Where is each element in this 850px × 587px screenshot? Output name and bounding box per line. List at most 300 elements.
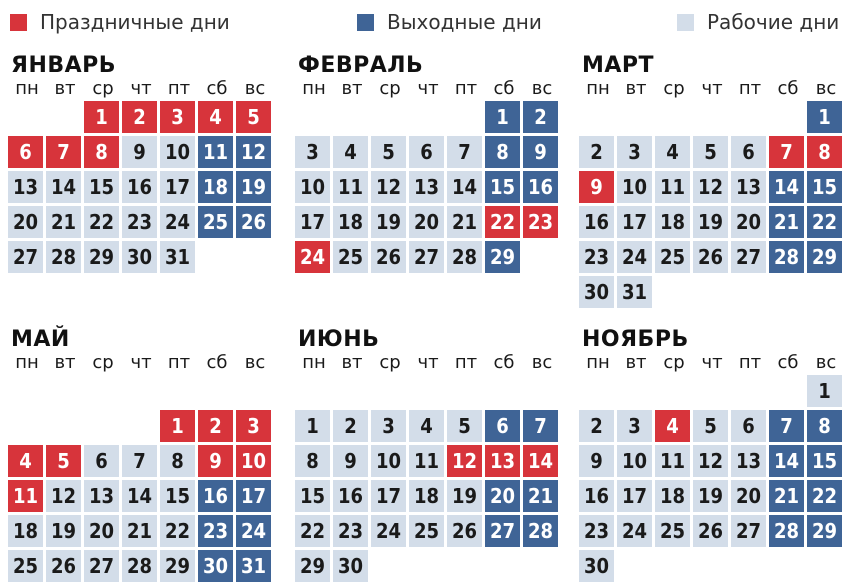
- day-cell-workday: 25: [655, 241, 690, 273]
- legend-weekends: [357, 10, 542, 34]
- day-cell-holiday: 7: [46, 136, 81, 168]
- day-cell-holiday: 3: [160, 101, 195, 133]
- empty-cell: [8, 410, 43, 442]
- day-cell-weekend: 20: [485, 480, 520, 512]
- month-title: ФЕВРАЛЬ: [298, 53, 424, 78]
- day-cell-workday: 6: [731, 410, 766, 442]
- day-cell-workday: 22: [295, 515, 330, 547]
- day-cell-workday: 15: [84, 171, 119, 203]
- day-cell-holiday: 22: [485, 206, 520, 238]
- day-cell-workday: 19: [693, 206, 728, 238]
- weekday-label: чт: [130, 78, 152, 99]
- day-cell-weekend: 24: [236, 515, 271, 547]
- week-row: [8, 410, 274, 445]
- day-grid: [8, 375, 274, 585]
- day-cell-workday: 29: [84, 241, 119, 273]
- day-cell-weekend: 29: [807, 515, 842, 547]
- day-cell-weekend: 8: [807, 410, 842, 442]
- day-cell-workday: 27: [84, 550, 119, 582]
- day-cell-workday: 30: [579, 276, 614, 308]
- week-row: [8, 550, 274, 585]
- weekday-header: [579, 352, 845, 374]
- week-row: [8, 101, 274, 136]
- empty-cell: [617, 101, 652, 133]
- day-cell-weekend: 21: [523, 480, 558, 512]
- empty-cell: [731, 276, 766, 308]
- week-row: [579, 136, 845, 171]
- day-cell-weekend: 7: [523, 410, 558, 442]
- day-cell-workday: 5: [371, 136, 406, 168]
- day-cell-workday: 7: [122, 445, 157, 477]
- month-february: [295, 54, 561, 276]
- weekday-label: чт: [417, 78, 439, 99]
- month-title: ЯНВАРЬ: [11, 53, 117, 78]
- weekday-label: пт: [738, 352, 762, 373]
- day-cell-holiday: 1: [84, 101, 119, 133]
- day-cell-weekend: 15: [807, 445, 842, 477]
- month-title: НОЯБРЬ: [582, 327, 689, 352]
- day-cell-holiday: 4: [655, 410, 690, 442]
- weekday-label: пн: [586, 352, 610, 373]
- day-cell-workday: 10: [617, 445, 652, 477]
- day-cell-workday: 3: [617, 136, 652, 168]
- day-cell-workday: 2: [333, 410, 368, 442]
- empty-cell: [579, 101, 614, 133]
- day-cell-holiday: 7: [769, 136, 804, 168]
- empty-cell: [807, 276, 842, 308]
- day-cell-workday: 1: [295, 410, 330, 442]
- day-cell-workday: 28: [122, 550, 157, 582]
- weekday-header: [295, 352, 561, 374]
- week-row: [579, 515, 845, 550]
- day-cell-workday: 4: [409, 410, 444, 442]
- day-cell-workday: 20: [731, 480, 766, 512]
- day-cell-workday: 12: [693, 445, 728, 477]
- week-row: [579, 276, 845, 311]
- day-cell-workday: 27: [731, 241, 766, 273]
- empty-cell: [807, 550, 842, 582]
- day-cell-holiday: 1: [160, 410, 195, 442]
- week-row: [8, 241, 274, 276]
- empty-cell: [198, 375, 233, 407]
- empty-cell: [655, 375, 690, 407]
- day-cell-weekend: 28: [523, 515, 558, 547]
- week-row: [295, 375, 561, 410]
- empty-cell: [122, 375, 157, 407]
- empty-cell: [769, 276, 804, 308]
- month-title: ИЮНЬ: [298, 327, 380, 352]
- day-cell-holiday: 6: [8, 136, 43, 168]
- week-row: [295, 136, 561, 171]
- day-cell-workday: 21: [447, 206, 482, 238]
- day-cell-weekend: 2: [523, 101, 558, 133]
- day-cell-workday: 20: [409, 206, 444, 238]
- day-cell-weekend: 14: [769, 171, 804, 203]
- weekday-label: пн: [15, 352, 39, 373]
- day-cell-workday: 25: [8, 550, 43, 582]
- day-cell-weekend: 14: [769, 445, 804, 477]
- empty-cell: [693, 550, 728, 582]
- day-cell-workday: 6: [731, 136, 766, 168]
- day-cell-workday: 29: [160, 550, 195, 582]
- weekday-label: вс: [244, 78, 266, 99]
- day-cell-weekend: 29: [807, 241, 842, 273]
- weekday-label: пн: [302, 78, 326, 99]
- week-row: [295, 410, 561, 445]
- weekday-label: ср: [92, 78, 114, 99]
- empty-cell: [485, 375, 520, 407]
- week-row: [295, 550, 561, 585]
- day-cell-holiday: 8: [84, 136, 119, 168]
- day-cell-weekend: 31: [236, 550, 271, 582]
- day-cell-weekend: 22: [807, 480, 842, 512]
- empty-cell: [8, 101, 43, 133]
- day-cell-holiday: 12: [447, 445, 482, 477]
- day-cell-workday: 14: [122, 480, 157, 512]
- week-row: [295, 206, 561, 241]
- weekday-label: сб: [206, 78, 228, 99]
- day-cell-workday: 18: [409, 480, 444, 512]
- empty-cell: [731, 375, 766, 407]
- day-cell-workday: 23: [333, 515, 368, 547]
- day-cell-workday: 5: [693, 136, 728, 168]
- month-title: МАЙ: [11, 327, 70, 352]
- day-cell-workday: 10: [160, 136, 195, 168]
- empty-cell: [617, 375, 652, 407]
- day-cell-workday: 3: [371, 410, 406, 442]
- day-cell-workday: 26: [371, 241, 406, 273]
- week-row: [295, 480, 561, 515]
- weekday-label: вс: [815, 78, 837, 99]
- empty-cell: [523, 241, 558, 273]
- holiday-swatch: [10, 14, 27, 31]
- empty-cell: [769, 375, 804, 407]
- weekday-label: пт: [167, 352, 191, 373]
- day-cell-workday: 20: [84, 515, 119, 547]
- weekday-label: вс: [815, 352, 837, 373]
- day-cell-workday: 25: [655, 515, 690, 547]
- day-cell-weekend: 28: [769, 241, 804, 273]
- day-cell-workday: 19: [371, 206, 406, 238]
- day-cell-workday: 19: [447, 480, 482, 512]
- weekday-label: вт: [54, 78, 76, 99]
- week-row: [579, 171, 845, 206]
- day-cell-workday: 1: [807, 375, 842, 407]
- weekday-label: вс: [244, 352, 266, 373]
- day-grid: [295, 375, 561, 585]
- day-cell-workday: 20: [731, 206, 766, 238]
- week-row: [579, 445, 845, 480]
- empty-cell: [579, 375, 614, 407]
- legend-holidays-label: Праздничные дни: [40, 10, 230, 34]
- month-november: [579, 328, 845, 585]
- day-cell-workday: 18: [8, 515, 43, 547]
- day-cell-workday: 4: [655, 136, 690, 168]
- day-cell-weekend: 1: [485, 101, 520, 133]
- day-cell-workday: 15: [160, 480, 195, 512]
- empty-cell: [655, 550, 690, 582]
- day-cell-workday: 22: [84, 206, 119, 238]
- day-grid: [295, 101, 561, 276]
- week-row: [8, 445, 274, 480]
- day-cell-workday: 17: [160, 171, 195, 203]
- day-cell-workday: 27: [409, 241, 444, 273]
- day-cell-holiday: 11: [8, 480, 43, 512]
- month-may: [8, 328, 274, 585]
- weekday-label: сб: [493, 78, 515, 99]
- day-cell-workday: 22: [160, 515, 195, 547]
- day-cell-workday: 10: [617, 171, 652, 203]
- day-cell-workday: 10: [295, 171, 330, 203]
- weekday-header: [8, 78, 274, 100]
- day-cell-workday: 13: [409, 171, 444, 203]
- day-cell-workday: 14: [46, 171, 81, 203]
- weekday-label: пн: [15, 78, 39, 99]
- day-cell-workday: 26: [447, 515, 482, 547]
- weekday-label: вт: [625, 352, 647, 373]
- weekday-label: чт: [417, 352, 439, 373]
- day-cell-workday: 23: [122, 206, 157, 238]
- day-cell-holiday: 23: [523, 206, 558, 238]
- day-cell-weekend: 8: [485, 136, 520, 168]
- week-row: [8, 136, 274, 171]
- empty-cell: [447, 375, 482, 407]
- day-cell-weekend: 16: [523, 171, 558, 203]
- month-title: МАРТ: [582, 53, 655, 78]
- empty-cell: [46, 101, 81, 133]
- day-cell-workday: 27: [8, 241, 43, 273]
- weekday-label: сб: [493, 352, 515, 373]
- empty-cell: [693, 101, 728, 133]
- day-grid: [579, 101, 845, 311]
- day-cell-holiday: 2: [198, 410, 233, 442]
- day-cell-workday: 17: [617, 206, 652, 238]
- week-row: [8, 171, 274, 206]
- day-cell-workday: 18: [333, 206, 368, 238]
- empty-cell: [295, 101, 330, 133]
- week-row: [8, 206, 274, 241]
- day-cell-workday: 13: [84, 480, 119, 512]
- weekday-label: чт: [130, 352, 152, 373]
- day-cell-workday: 13: [731, 171, 766, 203]
- weekday-label: вс: [531, 78, 553, 99]
- empty-cell: [84, 375, 119, 407]
- day-grid: [8, 101, 274, 276]
- day-cell-workday: 27: [731, 515, 766, 547]
- day-cell-workday: 8: [295, 445, 330, 477]
- day-cell-weekend: 9: [523, 136, 558, 168]
- weekday-header: [579, 78, 845, 100]
- day-cell-weekend: 6: [485, 410, 520, 442]
- day-cell-weekend: 17: [236, 480, 271, 512]
- week-row: [579, 206, 845, 241]
- day-cell-workday: 11: [655, 445, 690, 477]
- weekday-label: пт: [738, 78, 762, 99]
- day-cell-workday: 31: [160, 241, 195, 273]
- day-cell-workday: 16: [122, 171, 157, 203]
- week-row: [8, 480, 274, 515]
- day-cell-workday: 30: [122, 241, 157, 273]
- empty-cell: [333, 375, 368, 407]
- week-row: [295, 515, 561, 550]
- empty-cell: [769, 550, 804, 582]
- day-cell-workday: 17: [617, 480, 652, 512]
- day-cell-workday: 16: [333, 480, 368, 512]
- day-cell-workday: 19: [46, 515, 81, 547]
- day-cell-workday: 8: [160, 445, 195, 477]
- weekday-label: вт: [341, 78, 363, 99]
- empty-cell: [655, 276, 690, 308]
- empty-cell: [447, 550, 482, 582]
- day-cell-workday: 14: [447, 171, 482, 203]
- empty-cell: [409, 550, 444, 582]
- day-cell-workday: 30: [333, 550, 368, 582]
- week-row: [579, 480, 845, 515]
- weekday-label: ср: [92, 352, 114, 373]
- weekday-label: сб: [777, 78, 799, 99]
- day-cell-workday: 11: [655, 171, 690, 203]
- day-cell-workday: 9: [122, 136, 157, 168]
- day-cell-workday: 23: [579, 241, 614, 273]
- weekday-label: пт: [454, 78, 478, 99]
- empty-cell: [46, 375, 81, 407]
- day-cell-holiday: 10: [236, 445, 271, 477]
- legend-workdays-label: Рабочие дни: [707, 10, 840, 34]
- legend: [0, 10, 850, 36]
- empty-cell: [731, 550, 766, 582]
- day-cell-workday: 16: [579, 206, 614, 238]
- week-row: [579, 101, 845, 136]
- day-cell-weekend: 23: [198, 515, 233, 547]
- day-cell-workday: 6: [84, 445, 119, 477]
- week-row: [579, 375, 845, 410]
- empty-cell: [295, 375, 330, 407]
- weekday-label: сб: [206, 352, 228, 373]
- day-cell-weekend: 12: [236, 136, 271, 168]
- day-cell-weekend: 16: [198, 480, 233, 512]
- empty-cell: [485, 550, 520, 582]
- day-cell-weekend: 21: [769, 480, 804, 512]
- day-cell-holiday: 4: [198, 101, 233, 133]
- day-cell-workday: 3: [617, 410, 652, 442]
- day-cell-workday: 21: [122, 515, 157, 547]
- empty-cell: [409, 101, 444, 133]
- day-cell-workday: 26: [46, 550, 81, 582]
- day-cell-holiday: 2: [122, 101, 157, 133]
- day-cell-workday: 21: [46, 206, 81, 238]
- day-cell-workday: 28: [46, 241, 81, 273]
- day-cell-workday: 24: [617, 515, 652, 547]
- weekday-label: пн: [586, 78, 610, 99]
- weekday-label: пт: [167, 78, 191, 99]
- week-row: [295, 171, 561, 206]
- workday-swatch: [677, 14, 694, 31]
- weekday-label: чт: [701, 352, 723, 373]
- day-cell-workday: 18: [655, 480, 690, 512]
- empty-cell: [333, 101, 368, 133]
- day-cell-holiday: 5: [236, 101, 271, 133]
- month-january: [8, 54, 274, 276]
- empty-cell: [8, 375, 43, 407]
- day-cell-weekend: 15: [485, 171, 520, 203]
- day-cell-weekend: 19: [236, 171, 271, 203]
- weekday-header: [295, 78, 561, 100]
- legend-workdays: [677, 10, 839, 34]
- weekday-header: [8, 352, 274, 374]
- day-cell-workday: 28: [447, 241, 482, 273]
- empty-cell: [236, 241, 271, 273]
- day-cell-weekend: 15: [807, 171, 842, 203]
- day-cell-workday: 5: [693, 410, 728, 442]
- day-cell-workday: 6: [409, 136, 444, 168]
- day-cell-workday: 17: [371, 480, 406, 512]
- day-cell-workday: 18: [655, 206, 690, 238]
- weekend-swatch: [357, 14, 374, 31]
- day-cell-workday: 2: [579, 410, 614, 442]
- day-cell-holiday: 3: [236, 410, 271, 442]
- day-cell-workday: 24: [617, 241, 652, 273]
- weekday-label: сб: [777, 352, 799, 373]
- empty-cell: [731, 101, 766, 133]
- weekday-label: пн: [302, 352, 326, 373]
- weekday-label: вт: [54, 352, 76, 373]
- day-cell-workday: 26: [693, 515, 728, 547]
- day-cell-holiday: 4: [8, 445, 43, 477]
- day-cell-workday: 24: [160, 206, 195, 238]
- day-cell-workday: 9: [333, 445, 368, 477]
- day-cell-workday: 11: [333, 171, 368, 203]
- day-cell-workday: 5: [447, 410, 482, 442]
- weekday-label: ср: [663, 78, 685, 99]
- day-cell-weekend: 26: [236, 206, 271, 238]
- empty-cell: [693, 375, 728, 407]
- legend-holidays: [10, 10, 230, 34]
- empty-cell: [617, 550, 652, 582]
- day-grid: [579, 375, 845, 585]
- day-cell-weekend: 1: [807, 101, 842, 133]
- day-cell-weekend: 18: [198, 171, 233, 203]
- week-row: [295, 241, 561, 276]
- day-cell-weekend: 25: [198, 206, 233, 238]
- legend-weekends-label: Выходные дни: [387, 10, 542, 34]
- day-cell-workday: 19: [693, 480, 728, 512]
- day-cell-workday: 12: [371, 171, 406, 203]
- day-cell-weekend: 29: [485, 241, 520, 273]
- week-row: [579, 241, 845, 276]
- weekday-label: вс: [531, 352, 553, 373]
- day-cell-workday: 13: [8, 171, 43, 203]
- day-cell-workday: 12: [693, 171, 728, 203]
- day-cell-workday: 23: [579, 515, 614, 547]
- weekday-label: ср: [379, 352, 401, 373]
- day-cell-weekend: 28: [769, 515, 804, 547]
- weekday-label: вт: [625, 78, 647, 99]
- day-cell-workday: 25: [333, 241, 368, 273]
- empty-cell: [371, 375, 406, 407]
- week-row: [579, 550, 845, 585]
- empty-cell: [523, 375, 558, 407]
- empty-cell: [769, 101, 804, 133]
- day-cell-weekend: 11: [198, 136, 233, 168]
- day-cell-workday: 4: [333, 136, 368, 168]
- empty-cell: [371, 101, 406, 133]
- day-cell-workday: 29: [295, 550, 330, 582]
- day-cell-workday: 17: [295, 206, 330, 238]
- week-row: [8, 515, 274, 550]
- day-cell-workday: 15: [295, 480, 330, 512]
- empty-cell: [160, 375, 195, 407]
- day-cell-workday: 20: [8, 206, 43, 238]
